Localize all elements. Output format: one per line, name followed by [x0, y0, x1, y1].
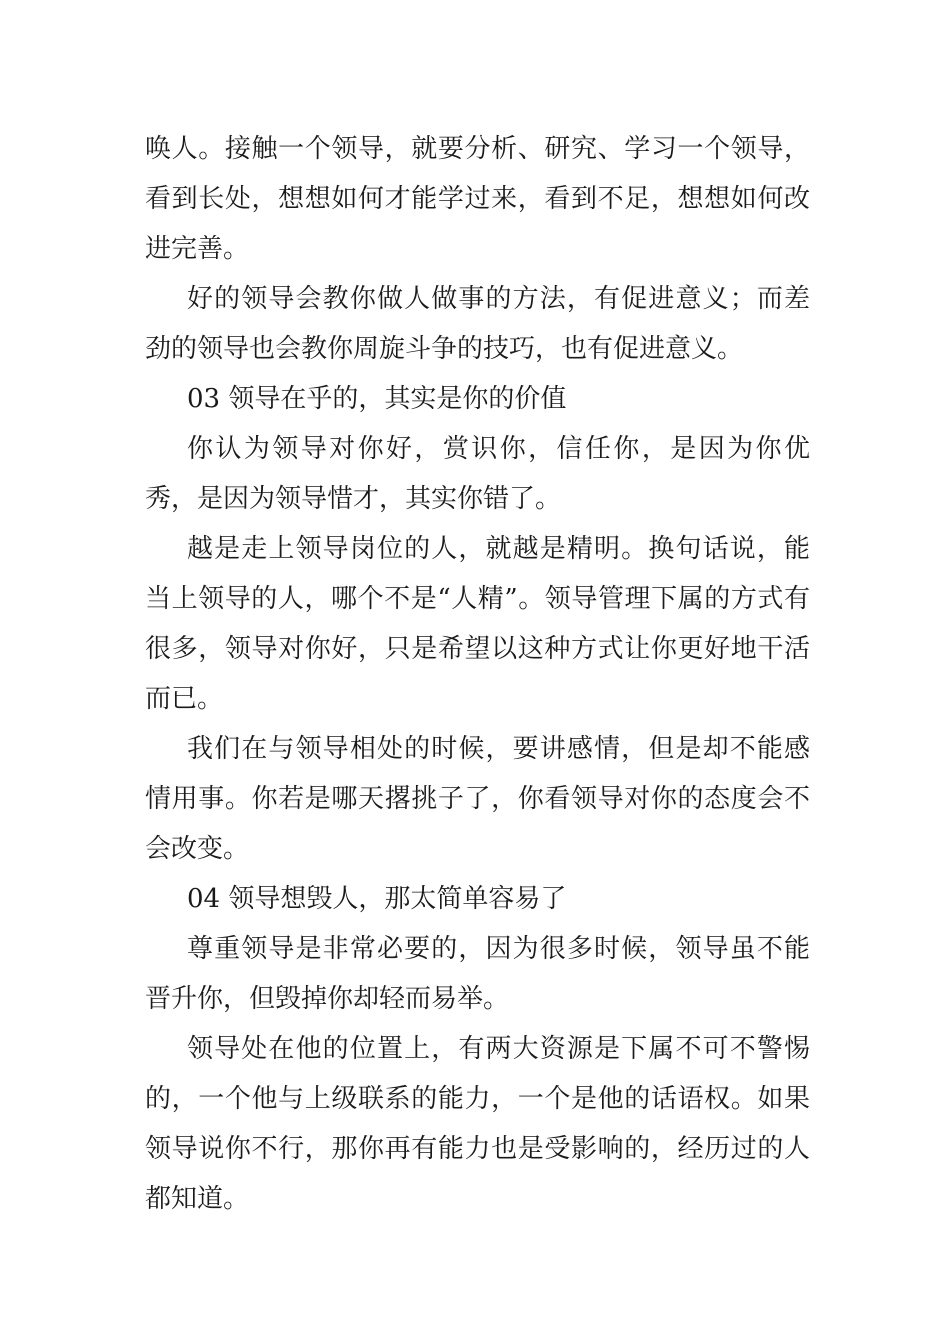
paragraph-2: 好的领导会教你做人做事的方法，有促进意义；而差劲的领导也会教你周旋斗争的技巧，也有促进意义。 [145, 284, 810, 364]
paragraph-7: 领导处在他的位置上，有两大资源是下属不可不警惕的，一个他与上级联系的能力，一个是他的话语权。如果领导说你不行，那你再有能力也是受影响的，经历过的人都知道。 [145, 1034, 810, 1214]
paragraph-5: 我们在与领导相处的时候，要讲感情，但是却不能感情用事。你若是哪天撂挑子了，你看领导对你的态度会不会改变。 [145, 734, 810, 864]
paragraph-1: 唤人。接触一个领导，就要分析、研究、学习一个领导，看到长处，想想如何才能学过来，看到不足，想想如何改进完善。 [145, 134, 810, 264]
section-heading-03: 03 领导在乎的，其实是你的价值 [187, 384, 567, 414]
section-heading-04: 04 领导想毁人，那太简单容易了 [187, 884, 567, 914]
document-body [145, 124, 810, 1224]
paragraph-6: 尊重领导是非常必要的，因为很多时候，领导虽不能晋升你，但毁掉你却轻而易举。 [145, 934, 810, 1014]
paragraph-4: 越是走上领导岗位的人，就越是精明。换句话说，能当上领导的人，哪个不是“人精”。领导管理下属的方式有很多，领导对你好，只是希望以这种方式让你更好地干活而已。 [145, 534, 810, 714]
paragraph-3: 你认为领导对你好，赏识你，信任你，是因为你优秀，是因为领导惜才，其实你错了。 [145, 434, 810, 514]
